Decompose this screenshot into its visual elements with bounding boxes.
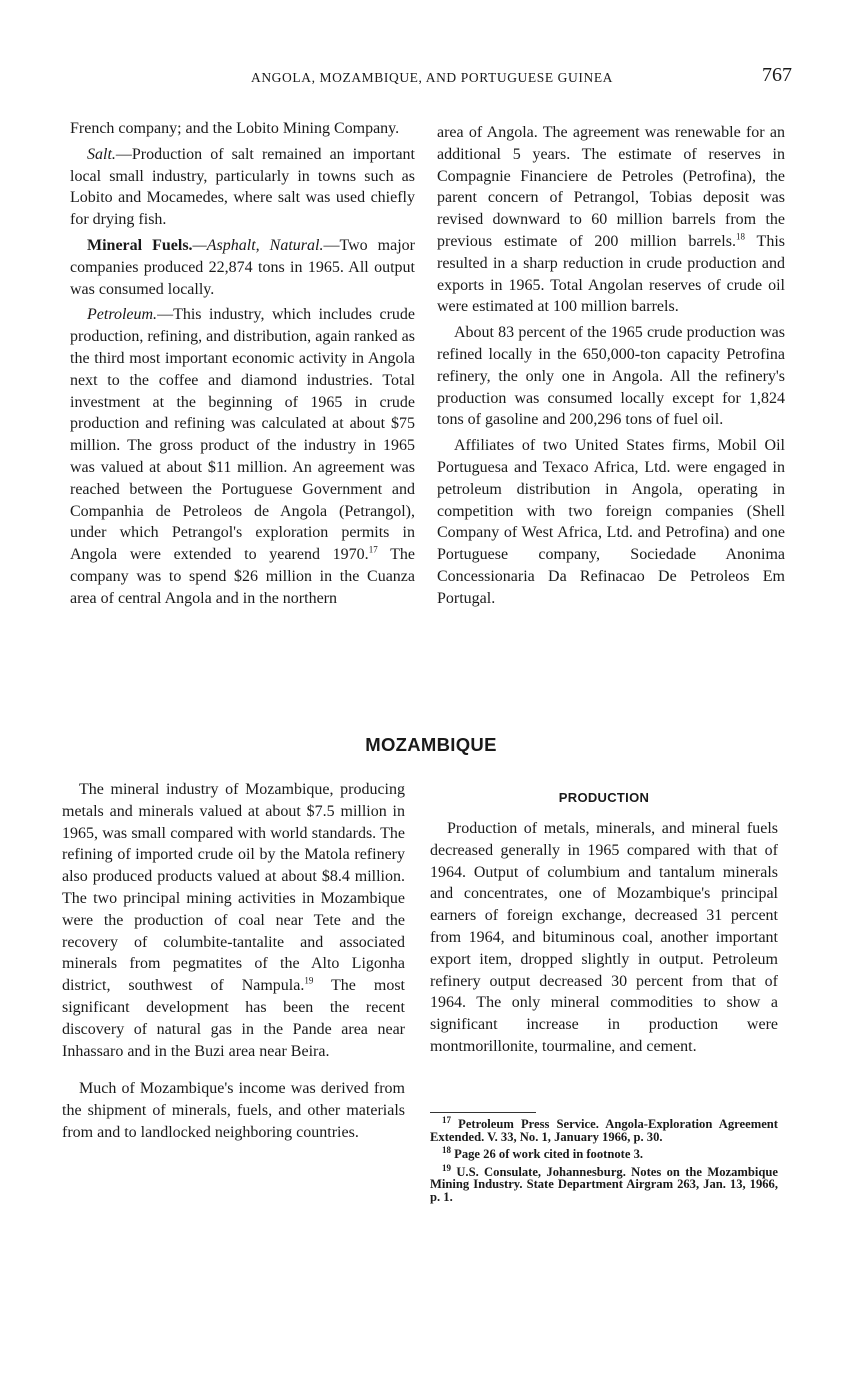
intro-text-a: The mineral industry of Mozambique, producing metals and minerals valued at about $7.5 million in 1965, was small compared with world standards. The refining of imported crude oil by the Matola refinery also produced products valued at about $8.4 million. The two principal mining activities in Mozambique were the production of coal near Tete and the recovery of columbite-tantalite and associated minerals from pegmatites of the Alto Ligonha district, southwest of Nampula. (62, 781, 405, 995)
footnote-text: Petroleum Press Service. Angola-Exploration Agreement Extended. V. 33, No. 1, January 1966, p. 30. (430, 1117, 778, 1144)
paragraph-production: Production of metals, minerals, and mineral fuels decreased generally in 1965 compared with that of 1964. Output of columbium and tantalum minerals and concentrates, one of Mozambique's principal earners of foreign exchange, decreased 31 percent from 1964, and bituminous coal, another important export item, dropped slightly in output. Petroleum refinery output decreased 30 percent from that of 1964. The only mineral commodities to show a significant increase in production were montmorillonite, tourmaline, and cement. (430, 820, 778, 1055)
footnote-19 (430, 1162, 778, 1204)
intro-text-b: The most significant development has been the recent discovery of natural gas in the Pande area near Inhassaro and in the Buzi area near Beira. (62, 977, 405, 1060)
paragraph-mining-company: French company; and the Lobito Mining Company. (70, 120, 400, 137)
salt-heading: Salt. (87, 145, 116, 163)
paragraph-reserves (437, 122, 785, 318)
section-title-mozambique: MOZAMBIQUE (365, 734, 497, 755)
salt-text: —Production of salt remained an important local small industry, particularly in towns such as Lobito and Mocamedes, where salt was used chiefly for drying fish. (70, 145, 415, 229)
petroleum-heading: Petroleum. (87, 306, 158, 324)
angola-left-column (70, 118, 415, 614)
paragraph-salt (70, 144, 415, 231)
footnote-ref-17: 17 (368, 544, 378, 555)
footnote-text: U.S. Consulate, Johannesburg. Notes on the Mozambique Mining Industry. State Department Airgram 263, Jan. 13, 1966, p. 1. (430, 1164, 778, 1204)
paragraph-mozambique-income: Much of Mozambique's income was derived from the shipment of minerals, fuels, and other materials from and to landlocked neighboring countries. (62, 1080, 405, 1141)
footnote-rule (430, 1112, 536, 1113)
footnote-text: Page 26 of work cited in footnote 3. (451, 1147, 644, 1162)
petroleum-text-b: The company was to spend $26 million in the Cuanza area of central Angola and in the northern (70, 546, 416, 607)
paragraph-refinery: About 83 percent of the 1965 crude production was refined locally in the 650,000-ton capacity Petrofina refinery, the only one in Angola. All the refinery's production was consumed locally except for 1,824 tons of gasoline and 200,296 tons of fuel oil. (437, 324, 785, 429)
footnote-18 (430, 1145, 778, 1162)
running-head: ANGOLA, MOZAMBIQUE, AND PORTUGUESE GUINEA (250, 70, 614, 85)
footnote-number: 19 (442, 1162, 451, 1173)
mozambique-left-column (62, 779, 405, 1148)
footnote-17 (430, 1114, 778, 1144)
paragraph-mozambique-intro (62, 779, 405, 1062)
footnote-number: 17 (442, 1114, 451, 1125)
footnotes (430, 1114, 778, 1209)
paragraph-affiliates: Affiliates of two United States firms, Mobil Oil Portuguesa and Texaco Africa, Ltd. were engaged in petroleum distribution in Angola, operating in competition with two foreign companies (Shell Company of West Africa, Ltd. and Petrofina) and one Portuguese company, Sociedade Anonima Concessionaria Da Refinacao De Petroleos Em Portugal. (437, 437, 785, 607)
mozambique-right-column (430, 818, 778, 1062)
reserves-text-b: This resulted in a sharp reduction in crude production and exports in 1965. Total Angolan reserves of crude oil were estimated at 100 million barrels. (437, 232, 785, 316)
reserves-text-a: area of Angola. The agreement was renewable for an additional 5 years. The estimate of reserves in Compagnie Financiere de Petroles (Petrofina), the parent concern of Petrangol, Tobias deposit was revised downward to 60 million barrels from the previous estimate of 200 million barrels. (437, 124, 785, 250)
mineral-fuels-heading: Mineral Fuels. (87, 236, 193, 254)
petroleum-text-a: —This industry, which includes crude production, refining, and distribution, again ranked as the third most important economic activity in Angola next to the coffee and diamond industries. Total investment at the beginning of 1965 in crude production and refining was calculated at about $75 million. The gross product of the industry in 1965 was valued at about $11 million. An agreement was reached between the Portuguese Government and Companhia de Petroleos de Angola (Petrangol), under which Petrangol's exploration permits in Angola were extended to yearend 1970. (70, 306, 415, 564)
page-number: 767 (762, 64, 792, 86)
footnote-number: 18 (442, 1145, 451, 1155)
footnote-ref-19: 19 (304, 975, 314, 986)
subsection-title-production: PRODUCTION (558, 790, 650, 805)
paragraph-mineral-fuels (70, 235, 415, 300)
footnote-ref-18: 18 (735, 231, 745, 242)
asphalt-heading: —Asphalt, Natural. (192, 236, 324, 254)
paragraph-gap (62, 1066, 405, 1078)
asphalt-text: —Two major companies produced 22,874 tons in 1965. All output was consumed locally. (70, 236, 416, 298)
paragraph-petroleum (70, 304, 415, 609)
angola-right-column (437, 122, 785, 614)
